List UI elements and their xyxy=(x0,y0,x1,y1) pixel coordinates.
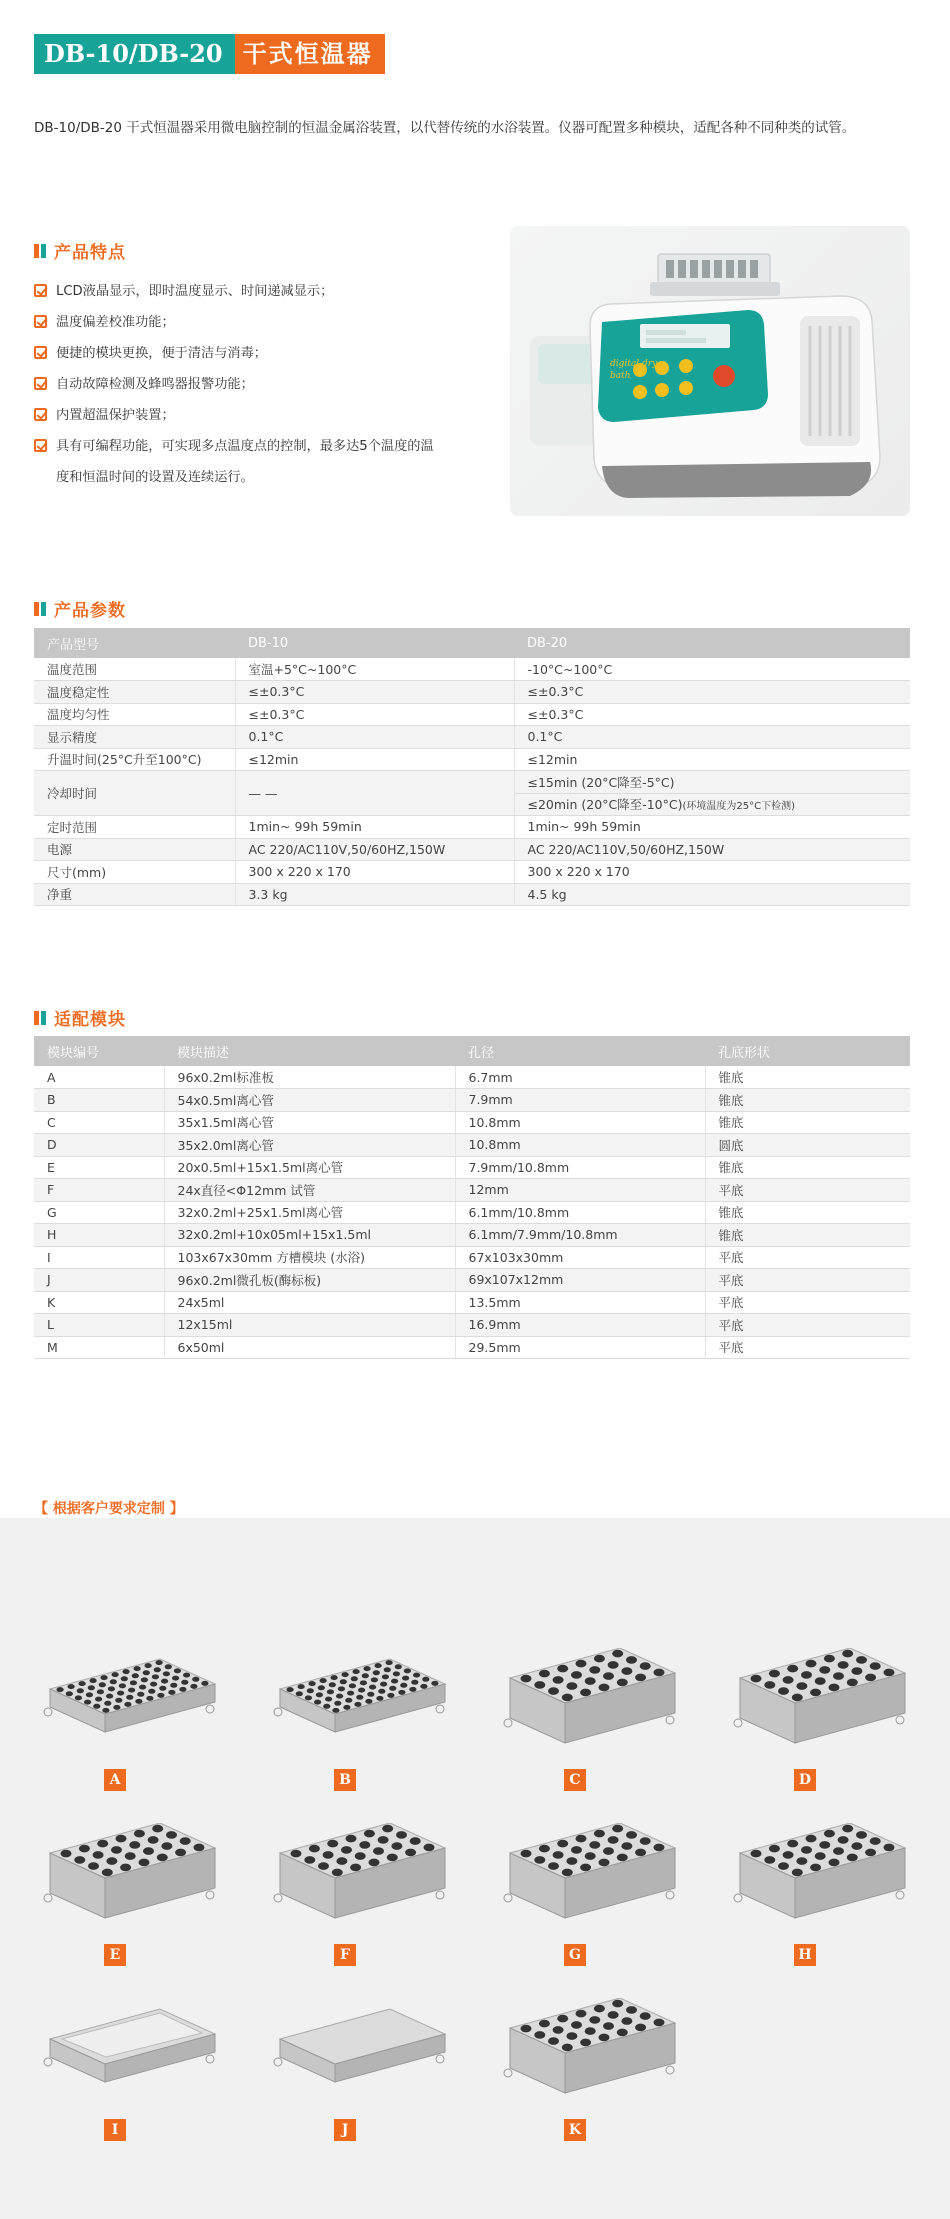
table-row xyxy=(34,1134,910,1157)
table-cell: 锥底 xyxy=(705,1224,910,1247)
aluminum-block-icon xyxy=(40,1998,220,2108)
features-heading-text: 产品特点 xyxy=(54,243,126,263)
module-block-image xyxy=(40,1823,230,1953)
heading-bar-icon xyxy=(41,602,46,616)
table-cell: 10.8mm xyxy=(455,1111,705,1134)
table-cell: 103x67x30mm 方槽模块 (水浴) xyxy=(164,1246,455,1269)
custom-tag: 【 根据客户要求定制 】 xyxy=(34,1501,184,1517)
cool-time-note: (环境温度为25°C下检测) xyxy=(682,801,795,813)
table-cell: ≤15min (20°C降至-5°C) xyxy=(514,771,910,794)
table-cell: 20x0.5ml+15x1.5ml离心管 xyxy=(164,1156,455,1179)
table-cell: H xyxy=(34,1224,164,1247)
module-label-e: E xyxy=(104,1944,126,1966)
table-cell: 显示精度 xyxy=(34,726,235,749)
table-cell: 10.8mm xyxy=(455,1134,705,1157)
table-cell xyxy=(514,793,910,816)
table-cell: ≤±0.3°C xyxy=(235,703,514,726)
module-label-k: K xyxy=(564,2119,586,2141)
table-cell: 12x15ml xyxy=(164,1314,455,1337)
params-heading-text: 产品参数 xyxy=(54,601,126,621)
table-row xyxy=(34,1336,910,1359)
table-cell: 平底 xyxy=(705,1269,910,1292)
table-cell: 69x107x12mm xyxy=(455,1269,705,1292)
heading-bar-icon xyxy=(34,602,39,616)
table-cell: 6x50ml xyxy=(164,1336,455,1359)
device-brand-text: digital dry xyxy=(610,359,658,369)
table-cell: 6.7mm xyxy=(455,1066,705,1089)
table-row xyxy=(34,1314,910,1337)
table-header-cell: 模块编号 xyxy=(34,1036,164,1066)
module-block-image xyxy=(270,1648,460,1778)
feature-item xyxy=(34,400,494,431)
table-header-row xyxy=(34,1036,910,1066)
table-header-cell: 孔径 xyxy=(455,1036,705,1066)
table-row xyxy=(34,1111,910,1134)
dry-bath-device-icon xyxy=(510,226,910,516)
table-row xyxy=(34,681,910,704)
table-row xyxy=(34,771,910,794)
table-header-cell: 模块描述 xyxy=(164,1036,455,1066)
table-header-row xyxy=(34,628,910,658)
table-cell: 7.9mm xyxy=(455,1089,705,1112)
table-row xyxy=(34,1066,910,1089)
table-cell: D xyxy=(34,1134,164,1157)
table-row xyxy=(34,883,910,906)
table-cell: 平底 xyxy=(705,1336,910,1359)
feature-text: 内置超温保护装置； xyxy=(56,408,175,423)
features-list xyxy=(34,276,494,493)
module-label-f: F xyxy=(334,1944,356,1966)
table-cell: 4.5 kg xyxy=(514,883,910,906)
table-cell: 平底 xyxy=(705,1246,910,1269)
aluminum-block-icon xyxy=(270,1648,450,1758)
table-row xyxy=(34,726,910,749)
params-table xyxy=(34,628,910,906)
table-cell: AC 220/AC110V,50/60HZ,150W xyxy=(514,838,910,861)
module-label-d: D xyxy=(794,1769,816,1791)
table-cell: L xyxy=(34,1314,164,1337)
aluminum-block-icon xyxy=(500,1998,680,2108)
features-heading xyxy=(34,238,126,263)
checkbox-icon xyxy=(34,346,47,359)
table-cell: 7.9mm/10.8mm xyxy=(455,1156,705,1179)
table-cell: 6.1mm/7.9mm/10.8mm xyxy=(455,1224,705,1247)
table-cell: 升温时间(25°C升至100°C) xyxy=(34,748,235,771)
table-cell: I xyxy=(34,1246,164,1269)
table-row xyxy=(34,1291,910,1314)
table-row xyxy=(34,1269,910,1292)
table-row xyxy=(34,1089,910,1112)
page-title xyxy=(34,34,385,74)
table-cell: ≤±0.3°C xyxy=(235,681,514,704)
feature-item xyxy=(34,307,494,338)
table-cell: 300 x 220 x 170 xyxy=(235,861,514,884)
table-cell: 12mm xyxy=(455,1179,705,1202)
table-row xyxy=(34,816,910,839)
module-label-b: B xyxy=(334,1769,356,1791)
table-cell: 300 x 220 x 170 xyxy=(514,861,910,884)
module-label-i: I xyxy=(104,2119,126,2141)
table-cell: ≤12min xyxy=(235,748,514,771)
table-cell: 1min~ 99h 59min xyxy=(514,816,910,839)
table-cell: ≤±0.3°C xyxy=(514,681,910,704)
aluminum-block-icon xyxy=(40,1648,220,1758)
table-cell: — — xyxy=(235,771,514,816)
aluminum-block-icon xyxy=(730,1823,910,1933)
table-cell: 锥底 xyxy=(705,1089,910,1112)
table-cell: E xyxy=(34,1156,164,1179)
aluminum-block-icon xyxy=(270,1823,450,1933)
table-cell: 冷却时间 xyxy=(34,771,235,816)
module-block-image xyxy=(730,1648,920,1778)
aluminum-block-icon xyxy=(500,1648,680,1758)
table-cell: 温度范围 xyxy=(34,658,235,681)
table-cell: 24x5ml xyxy=(164,1291,455,1314)
aluminum-block-icon xyxy=(730,1648,910,1758)
table-cell: 平底 xyxy=(705,1291,910,1314)
checkbox-icon xyxy=(34,284,47,297)
module-block-image xyxy=(270,1998,460,2128)
table-cell: J xyxy=(34,1269,164,1292)
aluminum-block-icon xyxy=(270,1998,450,2108)
table-cell: 24x直径<Φ12mm 试管 xyxy=(164,1179,455,1202)
table-cell: F xyxy=(34,1179,164,1202)
table-cell: 16.9mm xyxy=(455,1314,705,1337)
module-block-image xyxy=(500,1998,690,2128)
feature-text: 自动故障检测及蜂鸣器报警功能； xyxy=(56,377,254,392)
table-row xyxy=(34,861,910,884)
table-cell: 温度稳定性 xyxy=(34,681,235,704)
table-cell: 35x1.5ml离心管 xyxy=(164,1111,455,1134)
aluminum-block-icon xyxy=(40,1823,220,1933)
module-gallery xyxy=(0,1518,950,2219)
table-cell: 锥底 xyxy=(705,1201,910,1224)
table-header-cell: DB-20 xyxy=(514,628,910,658)
table-cell: 67x103x30mm xyxy=(455,1246,705,1269)
heading-bar-icon xyxy=(34,244,39,258)
title-product-name: 干式恒温器 xyxy=(235,34,385,74)
table-cell: A xyxy=(34,1066,164,1089)
table-cell: 尺寸(mm) xyxy=(34,861,235,884)
module-label-a: A xyxy=(104,1769,126,1791)
table-header-cell: 孔底形状 xyxy=(705,1036,910,1066)
table-cell: -10°C~100°C xyxy=(514,658,910,681)
table-cell: 圆底 xyxy=(705,1134,910,1157)
module-block-image xyxy=(40,1998,230,2128)
modules-heading xyxy=(34,1005,126,1030)
heading-bar-icon xyxy=(41,244,46,258)
feature-item xyxy=(34,431,494,493)
module-block-image xyxy=(40,1648,230,1778)
table-cell: M xyxy=(34,1336,164,1359)
cool-time-value: ≤20min (20°C降至-10°C) xyxy=(527,797,683,813)
modules-heading-text: 适配模块 xyxy=(54,1010,126,1030)
module-block-image xyxy=(270,1823,460,1953)
table-cell: C xyxy=(34,1111,164,1134)
table-row xyxy=(34,703,910,726)
table-cell: 32x0.2ml+25x1.5ml离心管 xyxy=(164,1201,455,1224)
table-cell: 3.3 kg xyxy=(235,883,514,906)
table-header-cell: 产品型号 xyxy=(34,628,235,658)
table-row xyxy=(34,658,910,681)
module-block-image xyxy=(730,1823,920,1953)
product-image xyxy=(510,226,910,516)
table-cell: 35x2.0ml离心管 xyxy=(164,1134,455,1157)
module-block-image xyxy=(500,1823,690,1953)
feature-text: 便捷的模块更换，便于清洁与消毒； xyxy=(56,346,267,361)
checkbox-icon xyxy=(34,315,47,328)
table-cell: 0.1°C xyxy=(235,726,514,749)
table-cell: 温度均匀性 xyxy=(34,703,235,726)
table-cell: 电源 xyxy=(34,838,235,861)
checkbox-icon xyxy=(34,377,47,390)
table-cell: 6.1mm/10.8mm xyxy=(455,1201,705,1224)
table-cell: B xyxy=(34,1089,164,1112)
table-cell: 室温+5°C~100°C xyxy=(235,658,514,681)
feature-text: LCD液晶显示，即时温度显示、时间递减显示； xyxy=(56,284,334,299)
svg-text:bath: bath xyxy=(610,371,631,381)
checkbox-icon xyxy=(34,408,47,421)
modules-table xyxy=(34,1036,910,1359)
table-row xyxy=(34,838,910,861)
module-label-h: H xyxy=(794,1944,816,1966)
table-cell: 96x0.2ml标准板 xyxy=(164,1066,455,1089)
table-cell: 1min~ 99h 59min xyxy=(235,816,514,839)
heading-bar-icon xyxy=(34,1011,39,1025)
table-header-cell: DB-10 xyxy=(235,628,514,658)
table-cell: 0.1°C xyxy=(514,726,910,749)
table-cell: 29.5mm xyxy=(455,1336,705,1359)
table-cell: G xyxy=(34,1201,164,1224)
feature-text: 具有可编程功能，可实现多点温度点的控制，最多达5个温度的温 xyxy=(56,439,434,454)
intro-text: DB-10/DB-20 干式恒温器采用微电脑控制的恒温金属浴装置，以代替传统的水浴装置。仪器可配置多种模块，适配各种不同种类的试管。 xyxy=(34,120,856,136)
table-cell: 定时范围 xyxy=(34,816,235,839)
title-model: DB-10/DB-20 xyxy=(34,34,235,74)
feature-item xyxy=(34,369,494,400)
table-cell: 锥底 xyxy=(705,1066,910,1089)
table-row xyxy=(34,1224,910,1247)
table-cell: 平底 xyxy=(705,1314,910,1337)
table-cell: 平底 xyxy=(705,1179,910,1202)
feature-item xyxy=(34,276,494,307)
aluminum-block-icon xyxy=(500,1823,680,1933)
table-cell: 13.5mm xyxy=(455,1291,705,1314)
table-row xyxy=(34,1156,910,1179)
module-label-g: G xyxy=(564,1944,586,1966)
table-cell: ≤12min xyxy=(514,748,910,771)
table-row xyxy=(34,1246,910,1269)
table-cell: 锥底 xyxy=(705,1156,910,1179)
table-row xyxy=(34,748,910,771)
checkbox-icon xyxy=(34,439,47,452)
table-cell: AC 220/AC110V,50/60HZ,150W xyxy=(235,838,514,861)
feature-continuation: 度和恒温时间的设置及连续运行。 xyxy=(56,470,254,485)
table-row xyxy=(34,1179,910,1202)
table-cell: K xyxy=(34,1291,164,1314)
table-cell: 54x0.5ml离心管 xyxy=(164,1089,455,1112)
table-cell: 净重 xyxy=(34,883,235,906)
module-block-image xyxy=(500,1648,690,1778)
module-label-c: C xyxy=(564,1769,586,1791)
module-label-j: J xyxy=(334,2119,356,2141)
feature-text: 温度偏差校准功能； xyxy=(56,315,175,330)
feature-item xyxy=(34,338,494,369)
table-cell: 96x0.2ml微孔板(酶标板) xyxy=(164,1269,455,1292)
heading-bar-icon xyxy=(41,1011,46,1025)
table-cell: 锥底 xyxy=(705,1111,910,1134)
params-heading xyxy=(34,596,126,621)
table-row xyxy=(34,1201,910,1224)
table-cell: 32x0.2ml+10x05ml+15x1.5ml xyxy=(164,1224,455,1247)
table-cell: ≤±0.3°C xyxy=(514,703,910,726)
